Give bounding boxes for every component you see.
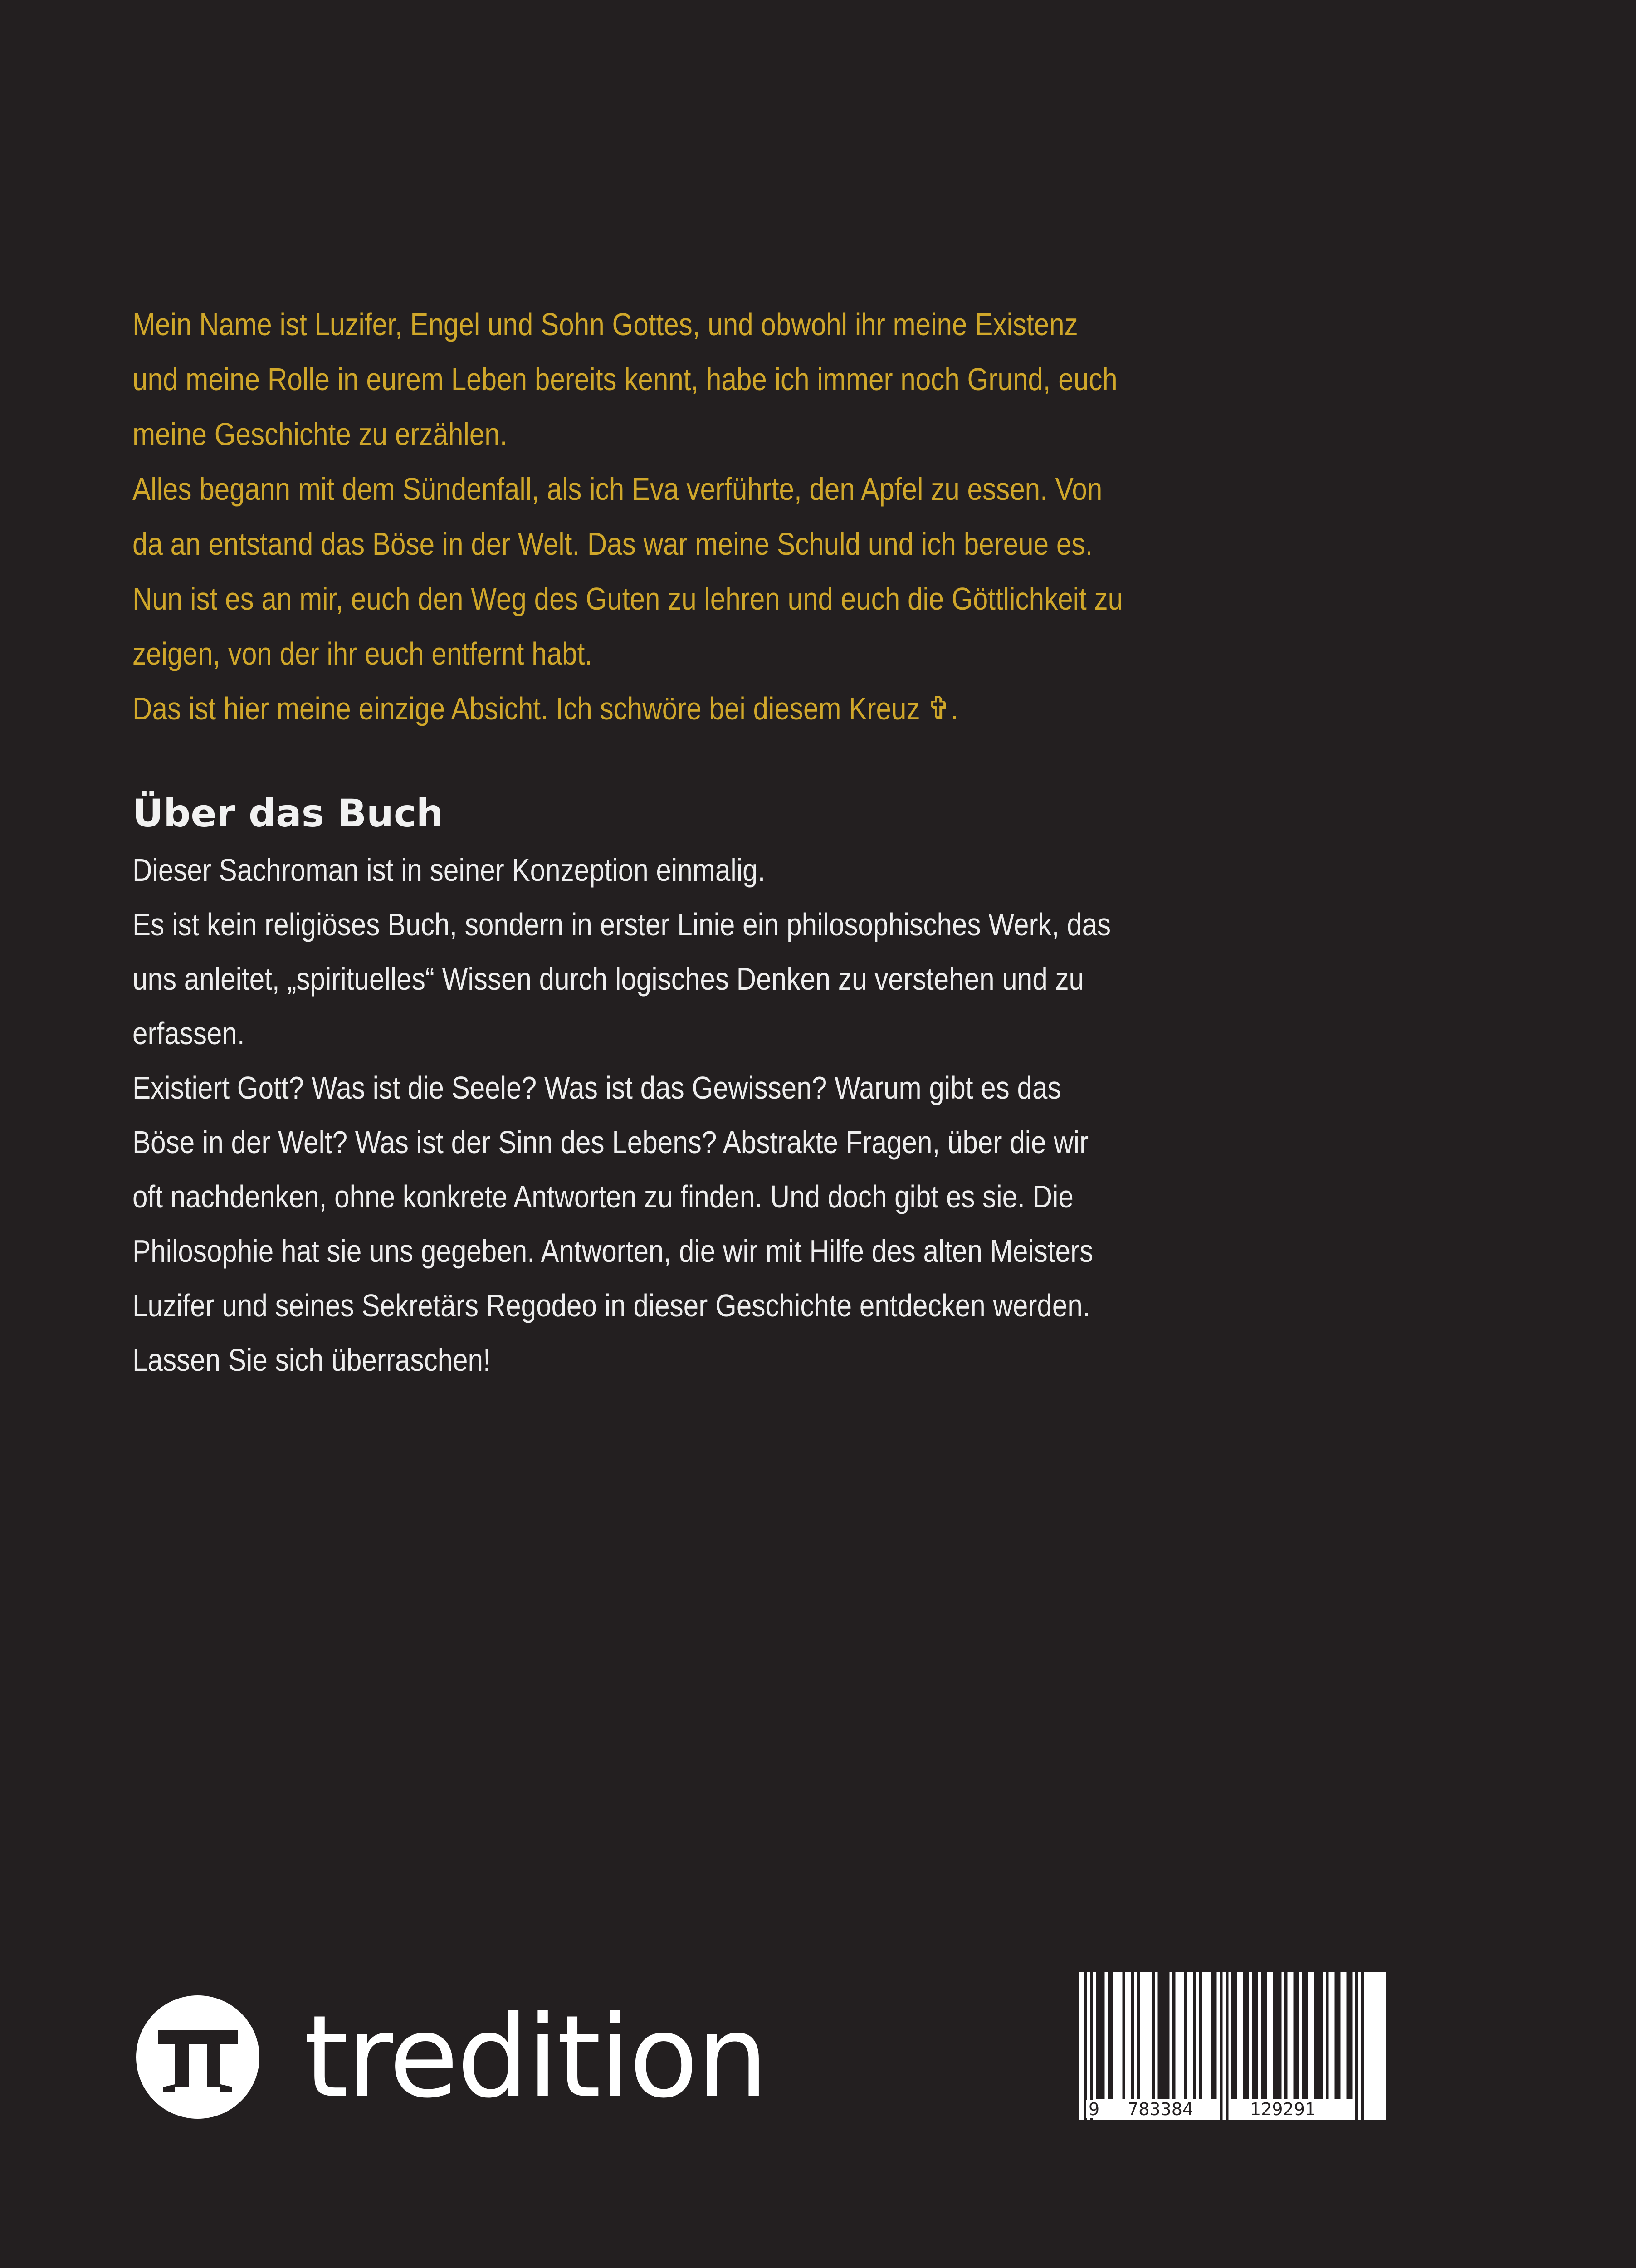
barcode-bar [1335,1972,1338,2099]
barcode-left-group: 783384 [1125,2100,1196,2118]
barcode-bar [1096,1972,1099,2099]
intro-line: Nun ist es an mir, euch den Weg des Guten zu lehren und euch die Göttlichkeit zu [132,581,1123,616]
barcode-bar [1355,1972,1358,2120]
barcode-bar [1164,1972,1167,2099]
barcode-bar [1296,1972,1299,2099]
barcode-bar [1264,1972,1267,2099]
barcode-bar [1305,1972,1309,2099]
barcode-bar [1235,1972,1238,2099]
barcode-bar [1099,1972,1102,2099]
barcode-bar [1172,1972,1176,2099]
intro-line: Mein Name ist Luzifer, Engel und Sohn Gottes, und obwohl ihr meine Existenz [132,307,1078,342]
intro-line: Alles begann mit dem Sündenfall, als ich Eva verführte, den Apfel zu essen. Von [132,471,1103,507]
barcode-bar [1226,1972,1229,2120]
barcode-bar [1123,1972,1126,2099]
barcode-bar [1279,1972,1282,2099]
barcode-bar [1199,1972,1202,2099]
barcode-bar [1273,1972,1276,2099]
barcode-bar [1152,1972,1155,2099]
barcode-bar [1246,1972,1250,2099]
barcode-bar [1243,1972,1246,2099]
barcode-bar [1137,1972,1140,2099]
barcode-bar [1284,1972,1288,2099]
intro-text [132,297,1217,736]
barcode-bar [1167,1972,1170,2099]
barcode-bar [1193,1972,1196,2099]
about-line: Dieser Sachroman ist in seiner Konzeption einmalig. [132,852,766,888]
intro-line: da an entstand das Böse in der Welt. Das war meine Schuld und ich bereue es. [132,526,1093,562]
barcode-bar [1158,1972,1161,2099]
barcode-bar [1102,1972,1105,2099]
barcode-bar [1347,1972,1350,2099]
about-line: uns anleitet, „spirituelles“ Wissen durch logisches Denken zu verstehen und zu [132,961,1084,997]
barcode-bar [1161,1972,1164,2099]
about-line: Lassen Sie sich überraschen! [132,1342,491,1378]
barcode-bar [1090,1972,1093,2120]
about-heading: Über das Buch [132,791,444,836]
barcode-bar [1314,1972,1317,2099]
tredition-logo-icon [136,1995,259,2119]
intro-line: zeigen, von der ihr euch entfernt habt. [132,636,593,671]
intro-line: Das ist hier meine einzige Absicht. Ich schwöre bei diesem Kreuz ✞. [132,691,958,726]
barcode-bar [1349,1972,1353,2099]
barcode-bar [1261,1972,1264,2099]
barcode-bar [1084,1972,1087,2120]
about-line: Luzifer und seines Sekretärs Regodeo in dieser Geschichte entdecken werden. [132,1288,1090,1323]
barcode-bar [1302,1972,1305,2099]
barcode-bar [1108,1972,1111,2099]
barcode-bar [1338,1972,1341,2099]
isbn-barcode [1079,1972,1386,2120]
about-line: Philosophie hat sie uns gegeben. Antworten, die wir mit Hilfe des alten Meisters [132,1233,1094,1269]
intro-line: meine Geschichte zu erzählen. [132,416,508,452]
barcode-bar [1317,1972,1320,2099]
barcode-bar [1294,1972,1297,2099]
about-line: Böse in der Welt? Was ist der Sinn des Lebens? Abstrakte Fragen, über die wir [132,1124,1089,1160]
publisher-name: tredition [304,1991,767,2123]
barcode-right-group: 129291 [1247,2100,1319,2118]
barcode-bar [1255,1972,1258,2099]
barcode-bar [1220,1972,1223,2120]
barcode-bar [1326,1972,1329,2099]
barcode-bar [1214,1972,1217,2099]
about-line: oft nachdenken, ohne konkrete Antworten zu finden. Und doch gibt es sie. Die [132,1179,1074,1214]
barcode-bar [1131,1972,1134,2099]
about-line: erfassen. [132,1016,245,1051]
barcode-bar [1184,1972,1187,2099]
about-line: Es ist kein religiöses Buch, sondern in erster Linie ein philosophisches Werk, das [132,907,1111,942]
barcode-bar [1211,1972,1214,2099]
intro-line: und meine Rolle in eurem Leben bereits kennt, habe ich immer noch Grund, euch [132,362,1118,397]
about-line: Existiert Gott? Was ist die Seele? Was ist das Gewissen? Warum gibt es das [132,1070,1061,1105]
about-text [132,843,1217,1387]
barcode-bar [1361,1972,1364,2120]
barcode-bar [1231,1972,1235,2099]
barcode-bar [1111,1972,1114,2099]
barcode-bar [1320,1972,1323,2099]
barcode-first-digit: 9 [1086,2100,1102,2118]
publisher-logo [136,1991,767,2123]
barcode-bar [1276,1972,1279,2099]
barcode-bar [1252,1972,1255,2099]
